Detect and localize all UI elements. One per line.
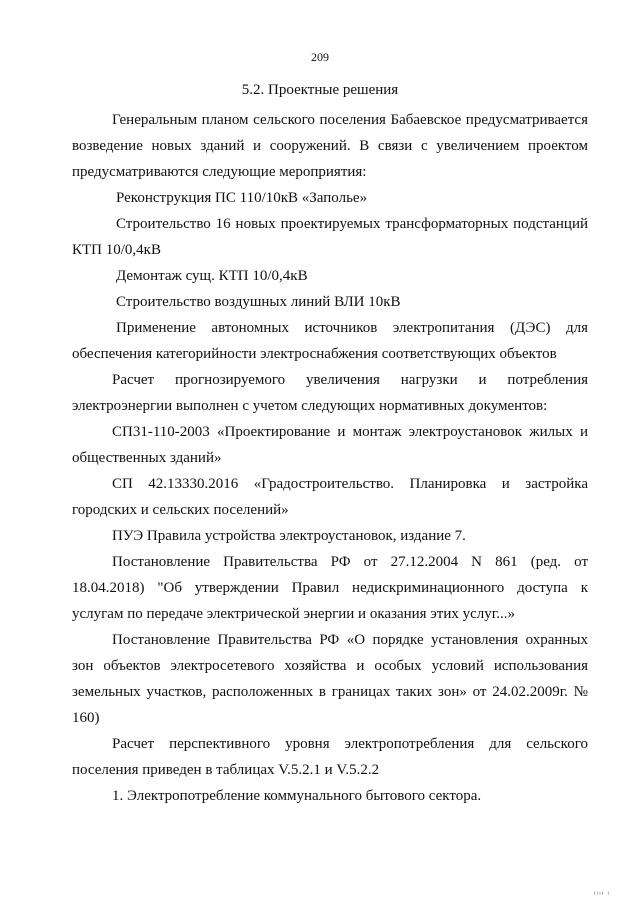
document-body: [72, 107, 588, 809]
page-number: 209: [311, 50, 329, 64]
paragraph-resolution-861: Постановление Правительства РФ от 27.12.2004 N 861 (ред. от 18.04.2018) "Об утверждении Правил недискриминационного доступа к услугам по передаче электрической энергии и оказания этих услуг...»: [72, 554, 588, 622]
footer-mark: ıııı ı: [593, 890, 610, 897]
paragraph-tables-reference: Расчет перспективного уровня электропотребления для сельского поселения приведен в таблицах V.5.2.1 и V.5.2.2: [72, 736, 588, 778]
section-title: 5.2. Проектные решения: [241, 82, 399, 98]
paragraph-pue: ПУЭ Правила устройства электроустановок, издание 7.: [112, 528, 466, 544]
list-item-autonomous-sources: Применение автономных источников электропитания (ДЭС) для обеспечения категорийности электроснабжения соответствующих объектов: [72, 320, 588, 362]
paragraph-sp42: СП 42.13330.2016 «Градостроительство. Планировка и застройка городских и сельских поселений»: [72, 476, 588, 518]
list-item-reconstruction: Реконструкция ПС 110/10кВ «Заполье»: [116, 190, 368, 206]
list-item-dismantling: Демонтаж сущ. КТП 10/0,4кВ: [116, 268, 308, 284]
paragraph-calculation-basis: Расчет прогнозируемого увеличения нагрузки и потребления электроэнергии выполнен с учетом следующих нормативных документов:: [72, 372, 588, 414]
paragraph-resolution-protection-zones: Постановление Правительства РФ «О порядке установления охранных зон объектов электросетевого хозяйства и особых условий использования земельных участков, расположенных в границах таких зон» от 24.02.2009г. № 160): [72, 632, 588, 726]
list-item-new-substations: Строительство 16 новых проектируемых трансформаторных подстанций КТП 10/0,4кВ: [72, 216, 588, 258]
list-item-overhead-lines: Строительство воздушных линий ВЛИ 10кВ: [116, 294, 401, 310]
paragraph-section-1: 1. Электропотребление коммунального бытового сектора.: [112, 788, 482, 804]
paragraph-sp31: СП31-110-2003 «Проектирование и монтаж электроустановок жилых и общественных зданий»: [72, 424, 588, 466]
paragraph-intro: Генеральным планом сельского поселения Бабаевское предусматривается возведение новых зданий и сооружений. В связи с увеличением проектом предусматриваются следующие мероприятия:: [72, 112, 588, 180]
